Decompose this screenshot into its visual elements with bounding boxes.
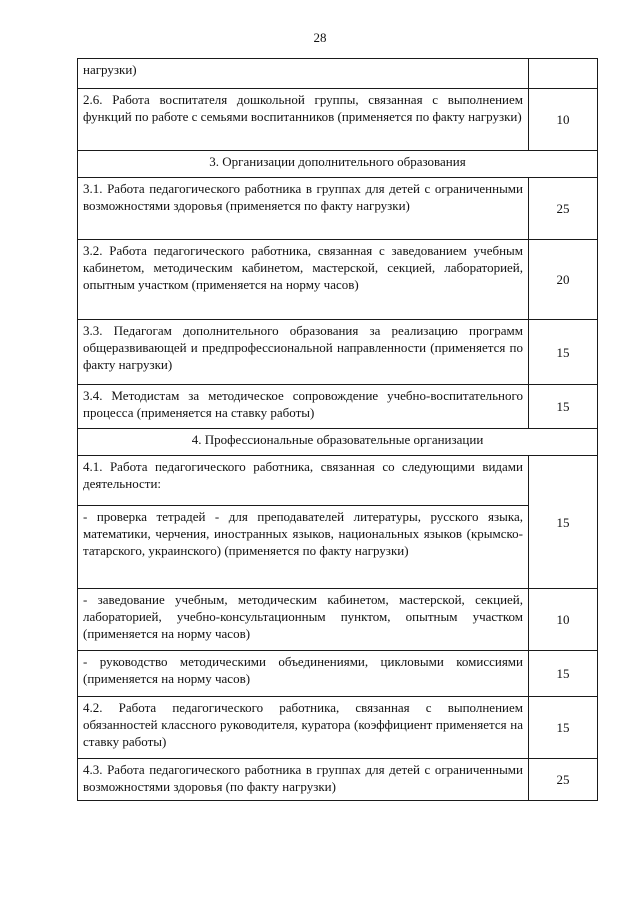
section-title: 3. Организации дополнительного образования (78, 151, 598, 178)
section-header-row (78, 151, 598, 178)
row-text: 2.6. Работа воспитателя дошкольной группы, связанная с выполнением функций по работе с семьями воспитанников (применяется по факту нагрузки) (78, 89, 529, 151)
table-row (78, 240, 598, 320)
table-row (78, 651, 598, 697)
row-text: 3.2. Работа педагогического работника, связанная с заведованием учебным кабинетом, методическим кабинетом, мастерской, секцией, лабораторией, опытным участком (применяется на норму часов) (78, 240, 529, 320)
row-value (529, 59, 598, 89)
table-row (78, 320, 598, 385)
row-text: - руководство методическими объединениями, цикловыми комиссиями (применяется на норму часов) (78, 651, 529, 697)
table-row (78, 759, 598, 801)
row-value: 15 (529, 651, 598, 697)
row-text: 3.4. Методистам за методическое сопровождение учебно-воспитательного процесса (применяется на ставку работы) (78, 385, 529, 429)
table-row (78, 385, 598, 429)
row-value: 10 (529, 589, 598, 651)
row-value: 15 (529, 320, 598, 385)
table-row (78, 456, 598, 506)
table-row (78, 589, 598, 651)
page-number: 28 (313, 30, 327, 45)
row-value: 20 (529, 240, 598, 320)
row-text: - заведование учебным, методическим кабинетом, мастерской, секцией, лабораторией, учебно-консультационным пунктом, опытным участком (применяется на норму часов) (78, 589, 529, 651)
table-row (78, 697, 598, 759)
row-value: 25 (529, 759, 598, 801)
row-value: 15 (529, 456, 598, 589)
section-header-row (78, 429, 598, 456)
row-text: 3.3. Педагогам дополнительного образования за реализацию программ общеразвивающей и предпрофессиональной направленности (применяется по факту нагрузки) (78, 320, 529, 385)
row-text: 4.2. Работа педагогического работника, связанная с выполнением обязанностей классного руководителя, куратора (коэффициент применяется на ставку работы) (78, 697, 529, 759)
coefficients-table (77, 58, 598, 801)
row-text: 3.1. Работа педагогического работника в группах для детей с ограниченными возможностями здоровья (применяется по факту нагрузки) (78, 178, 529, 240)
table-row (78, 89, 598, 151)
row-value: 25 (529, 178, 598, 240)
row-text: нагрузки) (78, 59, 529, 89)
table-row (78, 59, 598, 89)
row-value: 10 (529, 89, 598, 151)
row-text: - проверка тетрадей - для преподавателей литературы, русского языка, математики, черчения, иностранных языков, национальных языков (крымско-татарского, украинского) (применяется по факту нагрузки) (78, 506, 529, 589)
row-text: 4.3. Работа педагогического работника в группах для детей с ограниченными возможностями здоровья (по факту нагрузки) (78, 759, 529, 801)
row-value: 15 (529, 385, 598, 429)
section-title: 4. Профессиональные образовательные организации (78, 429, 598, 456)
row-value: 15 (529, 697, 598, 759)
table-row (78, 506, 598, 589)
table-row (78, 178, 598, 240)
row-text: 4.1. Работа педагогического работника, связанная со следующими видами деятельности: (78, 456, 529, 506)
